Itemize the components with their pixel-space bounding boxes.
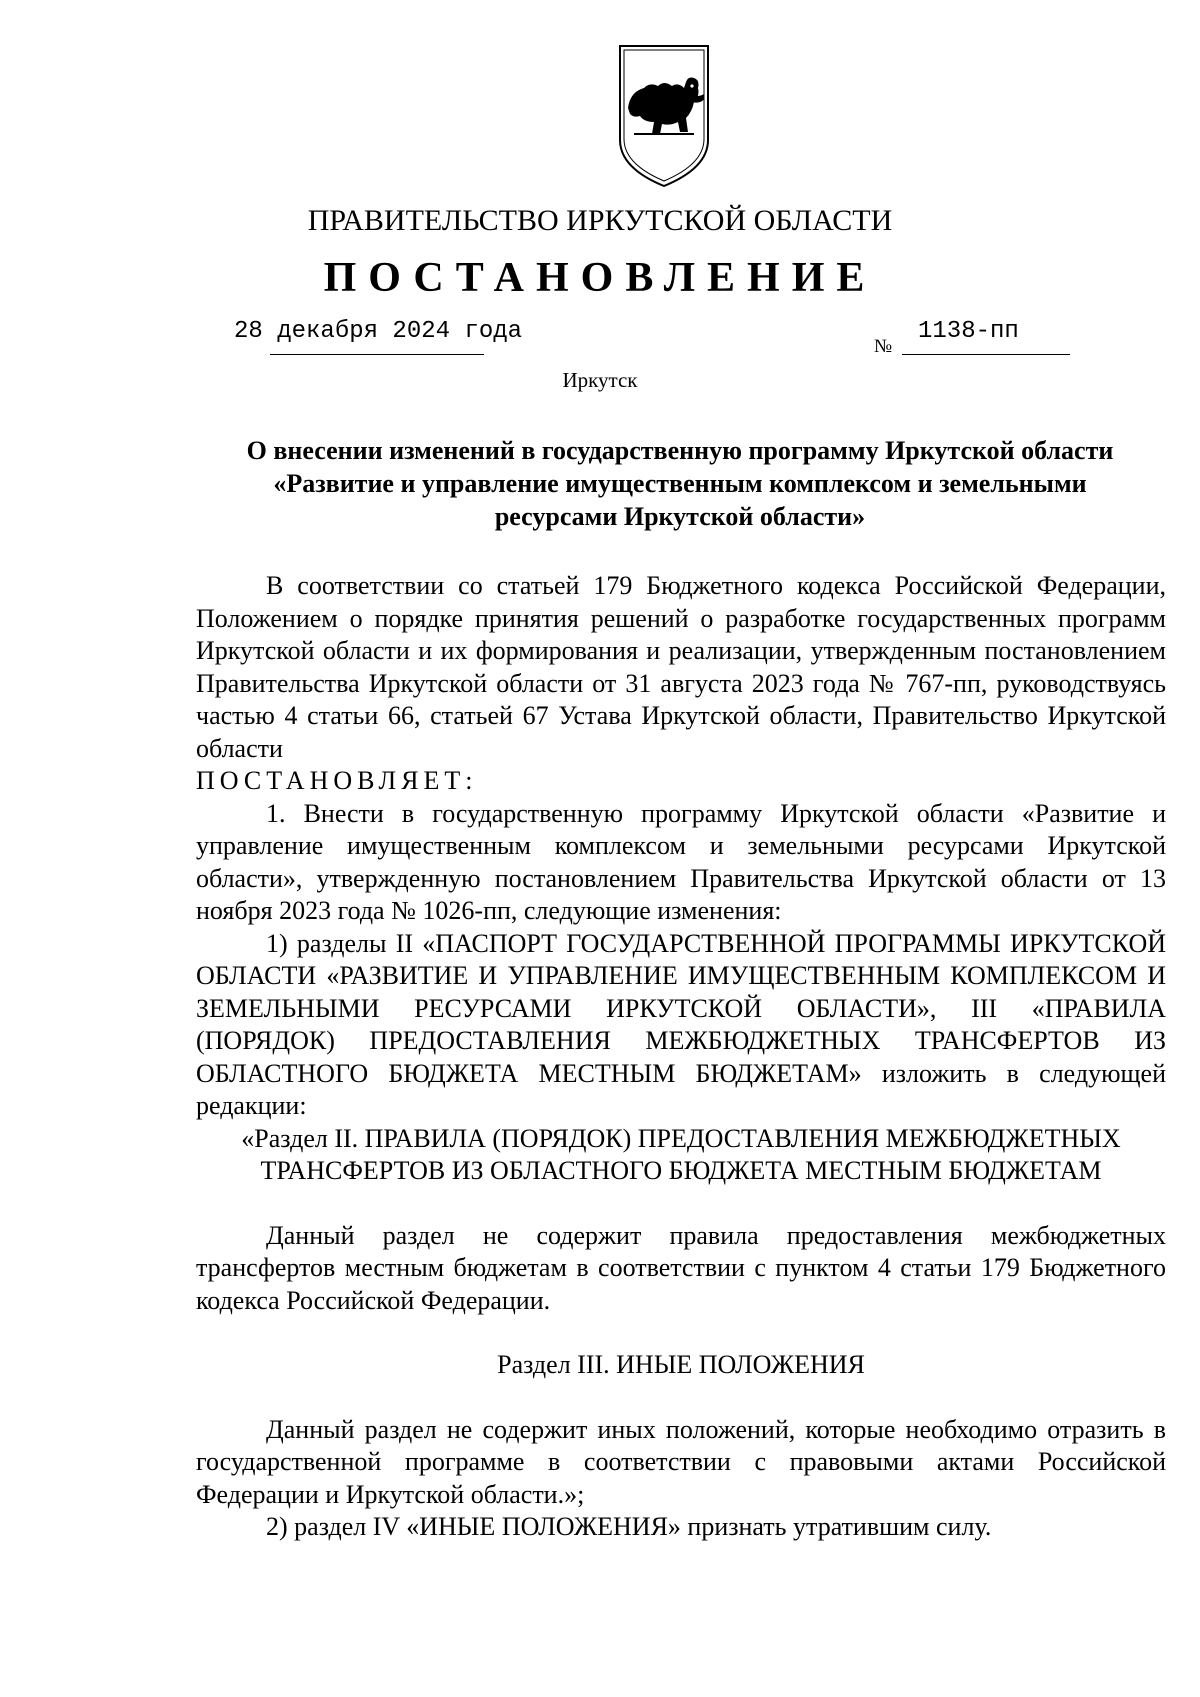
preamble-paragraph: В соответствии со статьей 179 Бюджетного кодекса Российской Федерации, Положением о порядке принятия решений о разработке государственных программ Иркутской области и их формирования и реализации, утвержденным постановлением Правительства Иркутской области от 31 августа 2023 года № 767-пп, руководствуясь частью 4 статьи 66, статьей 67 Устава Иркутской области, Правительство Иркутской области: [196, 571, 1166, 763]
number-underline: [902, 354, 1070, 355]
city: Иркутск: [562, 368, 638, 392]
item-1-2-paragraph: 2) раздел IV «ИНЫЕ ПОЛОЖЕНИЯ» признать утратившим силу.: [266, 1512, 992, 1541]
document-body: [196, 570, 1166, 1544]
decree-word: ПОСТАНОВЛЯЕТ:: [196, 766, 478, 795]
section-2-heading: ТРАНСФЕРТОВ ИЗ ОБЛАСТНОГО БЮДЖЕТА МЕСТНЫМ БЮДЖЕТАМ: [260, 1156, 1102, 1185]
spacer: [196, 1188, 1166, 1220]
spacer: [196, 1382, 1166, 1414]
section-2-paragraph: Данный раздел не содержит правила предоставления межбюджетных трансфертов местным бюджетам в соответствии с пунктом 4 статьи 179 Бюджетного кодекса Российской Федерации.: [196, 1220, 1166, 1315]
section-2-heading: «Раздел II. ПРАВИЛА (ПОРЯДОК) ПРЕДОСТАВЛЕНИЯ МЕЖБЮДЖЕТНЫХ: [241, 1123, 1121, 1153]
number-sign: №: [874, 336, 893, 357]
section-3-heading: Раздел III. ИНЫЕ ПОЛОЖЕНИЯ: [497, 1350, 865, 1379]
item-1-paragraph: 1. Внести в государственную программу Иркутской области «Развитие и управление имущественным комплексом и земельными ресурсами Иркутской области», утвержденную постановлением Правительства Иркутской области от 13 ноября 2023 года № 1026-пп, следующие изменения:: [196, 798, 1166, 925]
document-title: [200, 434, 1160, 533]
title-line: ресурсами Иркутской области»: [494, 502, 866, 531]
document-type: ПОСТАНОВЛЕНИЕ: [323, 255, 877, 301]
title-line: О внесении изменений в государственную программу Иркутской области: [246, 436, 1114, 465]
spacer: [196, 1317, 1166, 1349]
date-underline: [270, 354, 484, 355]
government-name: ПРАВИТЕЛЬСТВО ИРКУТСКОЙ ОБЛАСТИ: [307, 204, 893, 237]
item-1-1-paragraph: 1) разделы II «ПАСПОРТ ГОСУДАРСТВЕННОЙ ПРОГРАММЫ ИРКУТСКОЙ ОБЛАСТИ «РАЗВИТИЕ И УПРАВЛЕНИЕ ИМУЩЕСТВЕННЫМ КОМПЛЕКСОМ И ЗЕМЕЛЬНЫМИ РЕСУРСАМИ ИРКУТСКОЙ ОБЛАСТИ», III «ПРАВИЛА (ПОРЯДОК) ПРЕДОСТАВЛЕНИЯ МЕЖБЮДЖЕТНЫХ ТРАНСФЕРТОВ ИЗ ОБЛАСТНОГО БЮДЖЕТА МЕСТНЫМ БЮДЖЕТАМ» изложить в следующей редакции:: [196, 928, 1166, 1120]
coat-of-arms-emblem: [614, 42, 714, 190]
section-3-paragraph: Данный раздел не содержит иных положений, которые необходимо отразить в государственной программе в соответствии с правовыми актами Российской Федерации и Иркутской области.»;: [196, 1414, 1166, 1509]
document-number: 1138-пп: [918, 318, 1019, 345]
document-date: 28 декабря 2024 года: [234, 318, 523, 345]
title-line: «Развитие и управление имущественным комплексом и земельными: [273, 469, 1087, 498]
